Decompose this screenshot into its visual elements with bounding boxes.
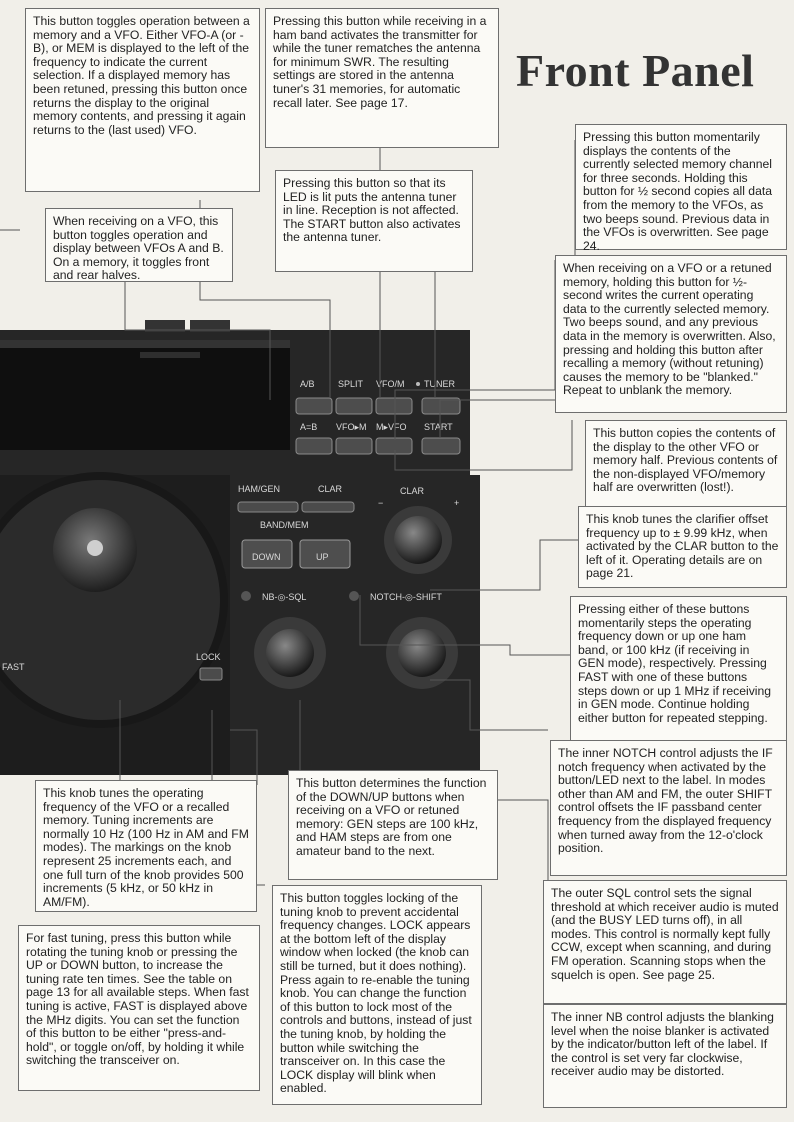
callout-ham-gen: This button determines the function of the DOWN/UP buttons when receiving on a VFO or retuned memory: GEN steps are 100 kHz, and HAM steps are from one amateur band to the next. — [288, 770, 498, 880]
ab-label: A/B — [300, 379, 315, 389]
split-label: SPLIT — [338, 379, 364, 389]
callout-tuning-knob: This knob tunes the operating frequency of the VFO or a recalled memory. Tuning increments are normally 10 Hz (100 Hz in AM and FM modes). The markings on the knob represent 25 increments each, and one full turn of the knob provides 500 increments (5 kHz, or 50 kHz in AM/FM). — [35, 780, 257, 912]
radio-front-panel-photo — [0, 260, 560, 780]
up-label: UP — [316, 552, 329, 562]
hamgen-label: HAM/GEN — [238, 484, 281, 494]
tuner-led — [416, 382, 420, 386]
shift-knob — [398, 629, 446, 677]
vfotom-label: VFO▸M — [336, 422, 367, 432]
tuner-label: TUNER — [424, 379, 455, 389]
lock-label: LOCK — [196, 652, 221, 662]
callout-lock: This button toggles locking of the tuning knob to prevent accidental frequency changes. LOCK appears at the bottom left of the display window when locked (the knob can still be turned, but it does nothing). Press again to re-enable the tuning knob. You can change the function of this button to lock most of the controls and buttons, instead of just the tuning knob, by holding the button while switching the transceiver on. In this case the LOCK display will blink when enabled. — [272, 885, 482, 1105]
nbsql-label: NB-◎-SQL — [262, 592, 307, 602]
callout-notch-shift: The inner NOTCH control adjusts the IF notch frequency when activated by the button/LED next to the label. In modes other than AM and FM, the outer SHIFT control offsets the IF passband center frequency from the displayed frequency when turned away from the 12-o'clock position. — [550, 740, 787, 876]
bandmem-label: BAND/MEM — [260, 520, 309, 530]
fast-label: FAST — [2, 662, 25, 672]
callout-clar: This knob tunes the clarifier offset frequency up to ± 9.99 kHz, when activated by the CLAR button to the left of it. Operating details are on page 21. — [578, 506, 787, 588]
down-label: DOWN — [252, 552, 281, 562]
callout-vfo-mem: This button toggles operation between a memory and a VFO. Either VFO-A (or -B), or MEM is displayed to the left of the frequency to indicate the current selection. If a displayed memory has been retuned, pressing this button once returns the display to the original memory contents, and pressing it again returns to the (last used) VFO. — [25, 8, 260, 192]
callout-ab: When receiving on a VFO, this button toggles operation and display between VFOs A and B. On a memory, it toggles front and rear halves. — [45, 208, 233, 282]
callout-a-eq-b: This button copies the contents of the display to the other VFO or memory half. Previous contents of the non-displayed VFO/memory half are overwritten (lost!). — [585, 420, 787, 508]
callout-vfo-to-m: When receiving on a VFO or a retuned memory, holding this button for ½-second writes the current operating data to the currently selected memory. Two beeps sound, and any previous data in the memory is overwritten. Also, pressing and holding this button after recalling a memory (without retuning) causes the memory to be "blanked." Repeat to unblank the memory. — [555, 255, 787, 413]
page-title: Front Panel — [516, 45, 755, 96]
callout-vfom: Pressing this button momentarily displays the contents of the currently selected memory channel for three seconds. Holding this button for ½ second copies all data from the memory to the VFOs, as two beeps sound. Previous data in the VFOs is overwritten. See page 24. — [575, 124, 787, 250]
callout-sql: The outer SQL control sets the signal threshold at which receiver audio is muted (and the BUSY LED turns off), in all modes. This control is normally kept fully CCW, except when scanning, and during FM operation. Scanning stops when the squelch is open. See page 25. — [543, 880, 787, 1004]
callout-fast: For fast tuning, press this button while rotating the tuning knob or pressing the UP or DOWN button, to increase the tuning rate ten times. See the table on page 13 for all available steps. When fast tuning is active, FAST is displayed above the MHz digits. You can set the function of this button to be either "press-and-hold", or toggle on/off, by holding it while switching the transceiver on. — [18, 925, 260, 1091]
callout-tuner-led: Pressing this button so that its LED is lit puts the antenna tuner in line. Reception is not affected. The START button also activates the antenna tuner. — [275, 170, 473, 272]
notchshift-label: NOTCH-◎-SHIFT — [370, 592, 442, 602]
clar-plus: + — [454, 498, 460, 508]
aeqb-label: A=B — [300, 422, 318, 432]
sql-knob — [266, 629, 314, 677]
vfom-label: VFO/M — [376, 379, 405, 389]
clar-knob — [394, 516, 442, 564]
mtovfo-label: M▸VFO — [376, 422, 407, 432]
callout-nb: The inner NB control adjusts the blanking level when the noise blanker is activated by the indicator/button left of the label. If the control is set very far clockwise, receiver audio may be distorted. — [543, 1004, 787, 1108]
clar-knob-label: CLAR — [400, 486, 425, 496]
callout-down-up: Pressing either of these buttons momentarily steps the operating frequency down or up one ham band, or 100 kHz (if receiving in GEN mode), respectively. Pressing FAST with one of these buttons steps down or up 1 MHz if receiving in GEN mode. Continue holding either button for repeated stepping. — [570, 596, 787, 742]
callout-tuner-start: Pressing this button while receiving in a ham band activates the transmitter for while the tuner rematches the antenna for minimum SWR. The resulting settings are stored in the antenna tuner's 31 memories, for automatic recall later. See page 17. — [265, 8, 499, 148]
clar-minus: − — [378, 498, 384, 508]
clar-btn-label: CLAR — [318, 484, 343, 494]
start-label: START — [424, 422, 453, 432]
